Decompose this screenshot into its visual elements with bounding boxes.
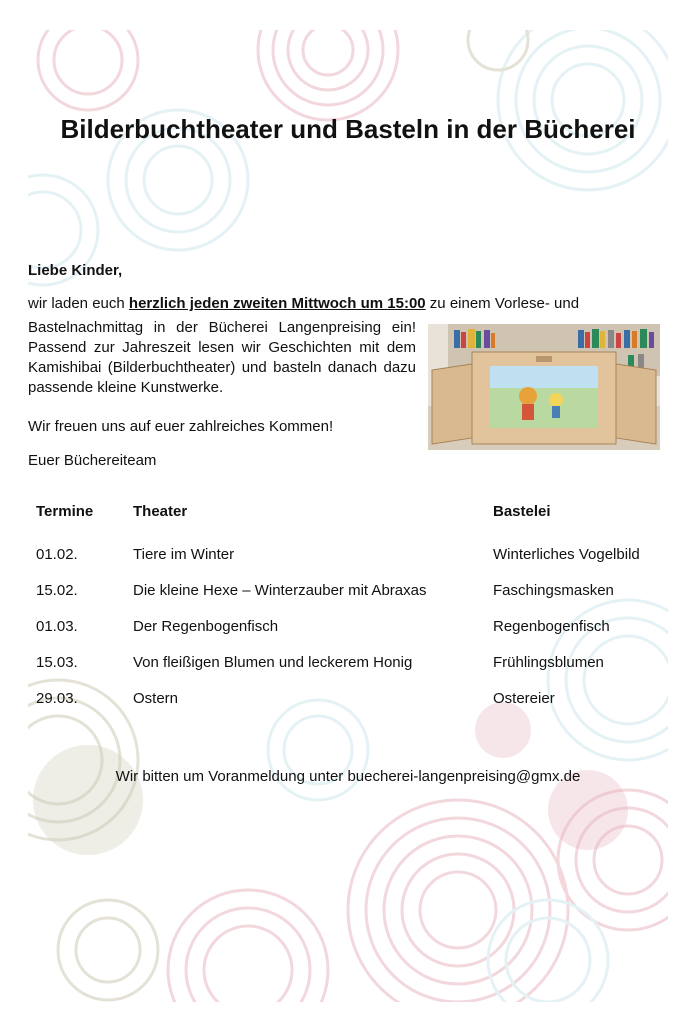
row-date: 01.03.: [36, 617, 78, 635]
intro-line: [28, 294, 668, 314]
page-title: Bilderbuchtheater und Basteln in der Bücherei: [60, 114, 636, 144]
intro-highlight: herzlich jeden zweiten Mittwoch um 15:00: [128, 295, 426, 312]
header-termine: Termine: [36, 502, 94, 520]
table-row: [28, 536, 668, 572]
row-theater: Von fleißigen Blumen und leckerem Honig: [133, 653, 413, 671]
greeting: Liebe Kinder,: [28, 262, 123, 279]
row-date: 29.03.: [36, 689, 78, 707]
header-theater: Theater: [133, 502, 188, 520]
row-theater: Ostern: [133, 689, 179, 707]
intro-before: wir laden euch: [28, 295, 129, 312]
table-row: [28, 572, 668, 608]
row-date: 15.02.: [36, 581, 78, 599]
row-bastelei: Ostereier: [493, 689, 555, 707]
closing-line: Wir freuen uns auf euer zahlreiches Kommen!: [28, 418, 334, 435]
row-date: 15.03.: [36, 653, 78, 671]
table-row: [28, 608, 668, 644]
header-bastelei: Bastelei: [493, 502, 551, 520]
table-header-row: [28, 500, 668, 536]
row-bastelei: Winterliches Vogelbild: [493, 545, 640, 563]
table-row: [28, 644, 668, 680]
table-row: [28, 680, 668, 716]
row-theater: Die kleine Hexe – Winterzauber mit Abraxas: [133, 581, 427, 599]
contact-line: Wir bitten um Voranmeldung unter buecherei-langenpreising@gmx.de: [115, 768, 581, 785]
row-bastelei: Regenbogenfisch: [493, 617, 610, 635]
schedule-table: [28, 500, 668, 716]
intro-after: zu einem Vorlese- und: [425, 295, 580, 312]
row-theater: Tiere im Winter: [133, 545, 235, 563]
row-bastelei: Frühlingsblumen: [493, 653, 604, 671]
kamishibai-photo: [428, 324, 660, 450]
signature: Euer Büchereiteam: [28, 452, 157, 469]
row-bastelei: Faschingsmasken: [493, 581, 614, 599]
row-theater: Der Regenbogenfisch: [133, 617, 279, 635]
row-date: 01.02.: [36, 545, 78, 563]
intro-body: Bastelnachmittag in der Bücherei Langenpreising ein! Passend zur Jahreszeit lesen wir Geschichten mit dem Kamishibai (Bilderbuchtheater) und basteln danach dazu passende kleine Kunstwerke.: [28, 319, 416, 396]
flyer-page: [28, 30, 668, 1002]
